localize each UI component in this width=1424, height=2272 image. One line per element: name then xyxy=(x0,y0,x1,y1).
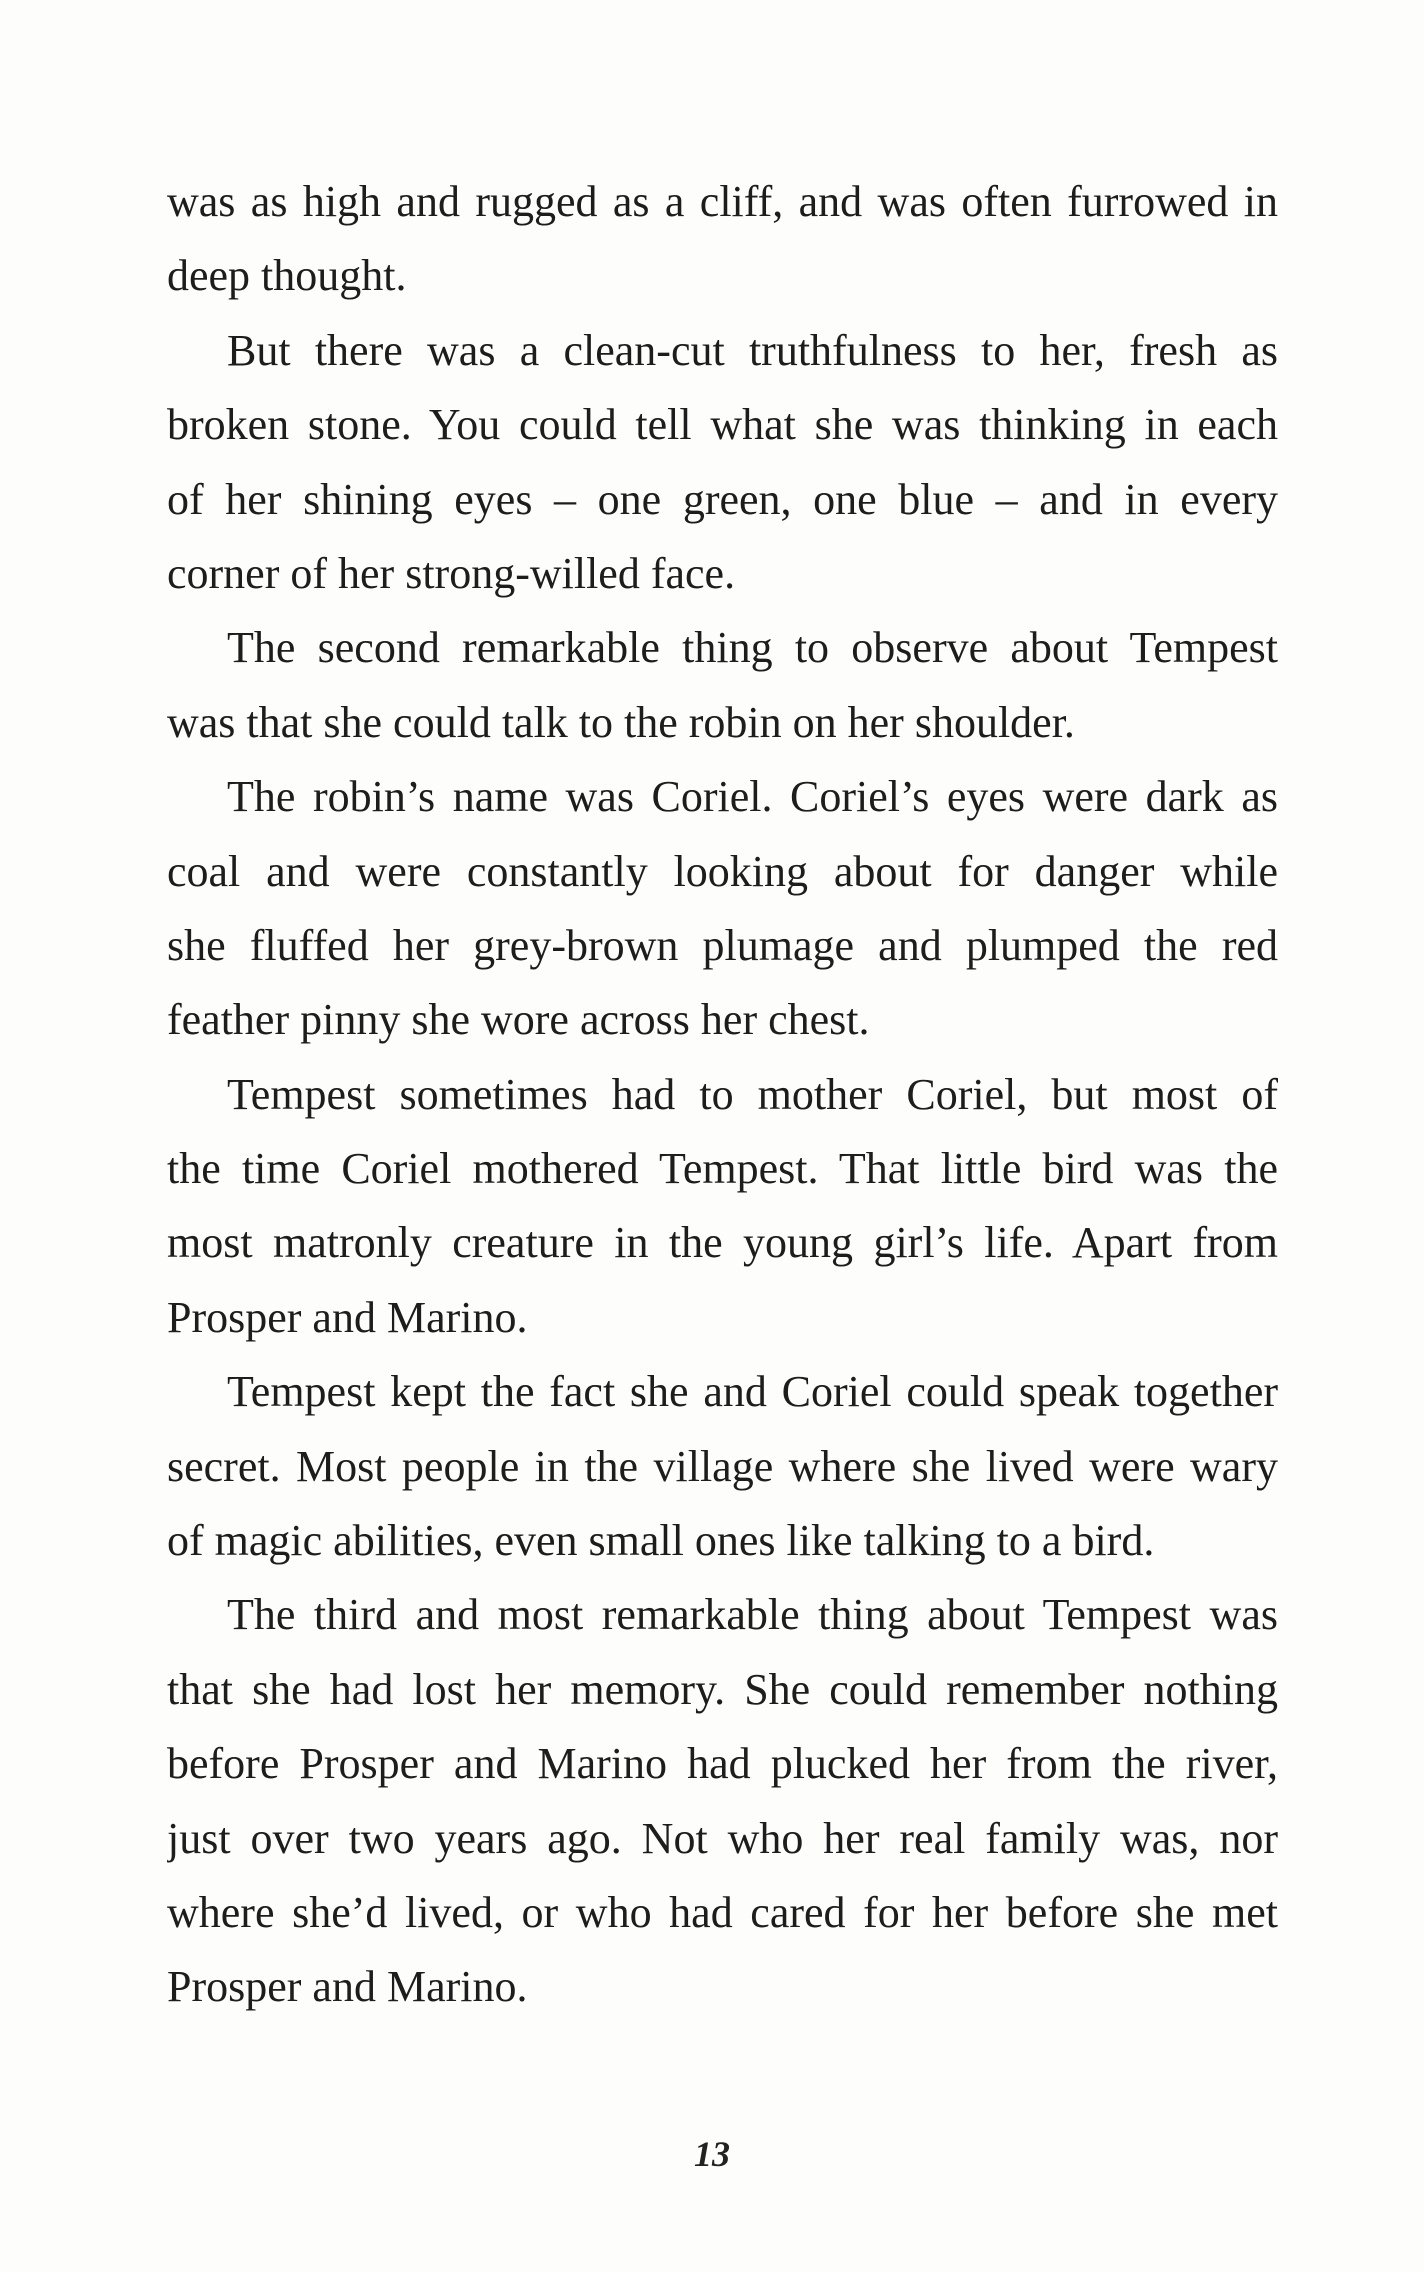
text-line: that she had lost her memory. She could remember nothing xyxy=(167,1664,1278,1714)
text-line: The robin’s name was Coriel. Coriel’s eyes were dark as xyxy=(227,772,1278,822)
text-line: But there was a clean-cut truthfulness to her, fresh as xyxy=(227,325,1278,375)
text-line: where she’d lived, or who had cared for her before she met xyxy=(167,1887,1278,1937)
paragraph xyxy=(167,760,1278,1058)
text-line: she fluffed her grey-brown plumage and plumped the red xyxy=(167,920,1278,970)
text-line: was that she could talk to the robin on her shoulder. xyxy=(167,697,1075,747)
text-line: corner of her strong-willed face. xyxy=(167,548,736,598)
text-line: The third and most remarkable thing about Tempest was xyxy=(227,1590,1278,1640)
text-line: just over two years ago. Not who her real family was, nor xyxy=(167,1813,1278,1863)
paragraph xyxy=(167,1058,1278,1356)
body-text xyxy=(167,165,1278,2025)
text-line: secret. Most people in the village where she lived were wary xyxy=(167,1441,1278,1491)
paragraph xyxy=(167,314,1278,612)
text-line: the time Coriel mothered Tempest. That little bird was the xyxy=(167,1144,1278,1194)
paragraph xyxy=(167,1578,1278,2024)
text-line: Tempest sometimes had to mother Coriel, but most of xyxy=(227,1069,1278,1119)
text-line: Prosper and Marino. xyxy=(167,1292,528,1342)
text-line: Prosper and Marino. xyxy=(167,1962,528,2012)
paragraph xyxy=(167,1355,1278,1578)
text-line: coal and were constantly looking about for danger while xyxy=(167,846,1278,896)
text-line: Tempest kept the fact she and Coriel could speak together xyxy=(227,1367,1278,1417)
text-line: of magic abilities, even small ones like talking to a bird. xyxy=(167,1516,1155,1566)
paragraph xyxy=(167,165,1278,314)
text-line: of her shining eyes – one green, one blue – and in every xyxy=(167,474,1278,524)
text-line: feather pinny she wore across her chest. xyxy=(167,995,870,1045)
text-line: most matronly creature in the young girl’s life. Apart from xyxy=(167,1218,1278,1268)
page-number: 13 xyxy=(694,2134,730,2174)
text-line: broken stone. You could tell what she was thinking in each xyxy=(167,400,1278,450)
text-line: The second remarkable thing to observe about Tempest xyxy=(227,623,1278,673)
paragraph xyxy=(167,611,1278,760)
text-line: before Prosper and Marino had plucked her from the river, xyxy=(167,1739,1278,1789)
text-line: deep thought. xyxy=(167,251,407,301)
text-line: was as high and rugged as a cliff, and was often furrowed in xyxy=(167,177,1278,226)
